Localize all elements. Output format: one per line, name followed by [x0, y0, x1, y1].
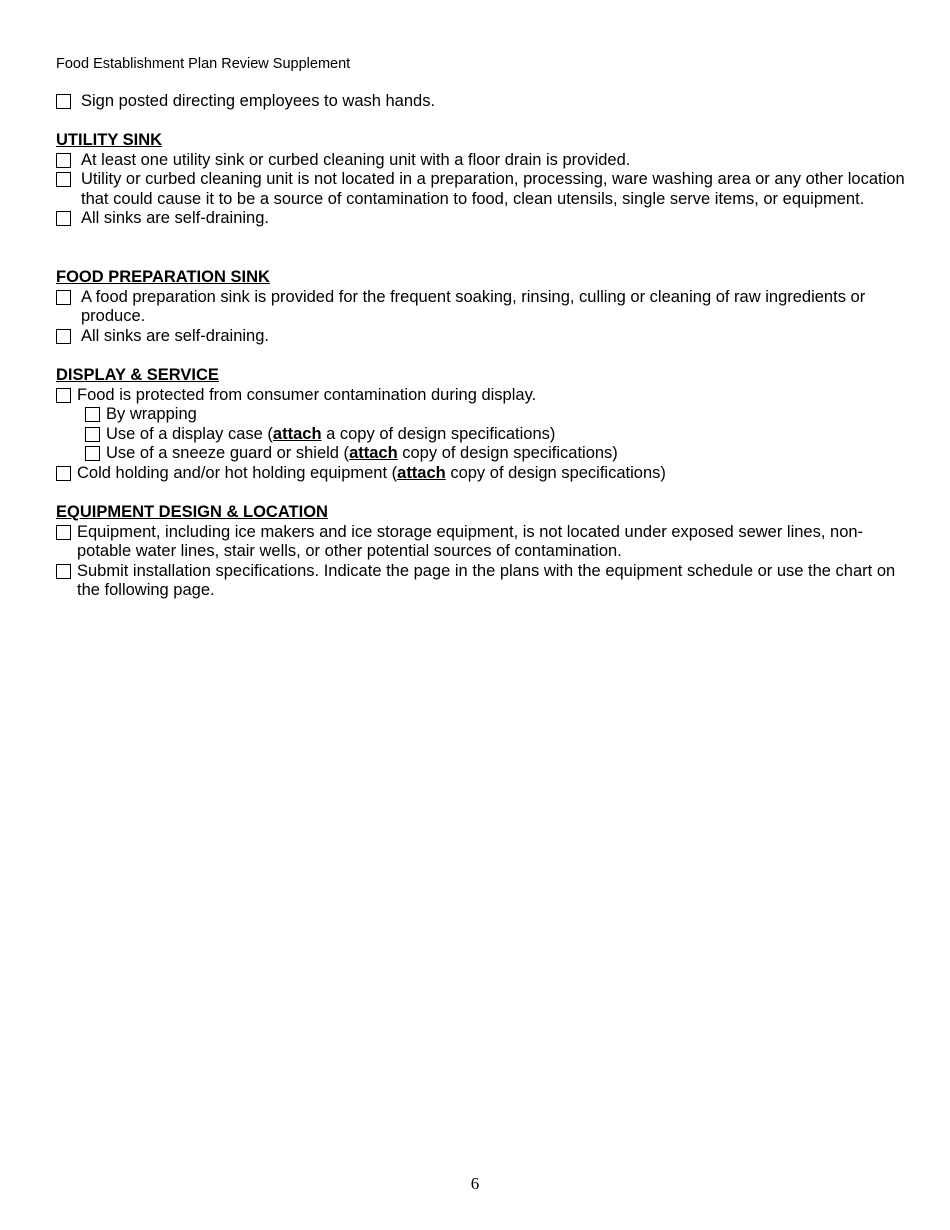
section-heading: DISPLAY & SERVICE [56, 366, 219, 384]
equipment-section [56, 503, 906, 601]
checklist-item [56, 562, 906, 601]
item-text: At least one utility sink or curbed cleaning unit with a floor drain is provided. [81, 150, 631, 169]
item-text [77, 464, 906, 484]
handwash-section [56, 92, 906, 112]
checklist-item [56, 523, 906, 562]
text-prefix: Use of a display case ( [106, 424, 273, 443]
section-heading: FOOD PREPARATION SINK [56, 268, 270, 286]
utility-sink-section [56, 131, 906, 229]
checkbox[interactable] [56, 290, 71, 305]
checkbox[interactable] [56, 94, 71, 109]
item-text: Submit installation specifications. Indicate the page in the plans with the equipment schedule or use the chart on the following page. [77, 561, 896, 600]
text-prefix: Cold holding and/or hot holding equipment ( [77, 463, 398, 482]
section-heading: UTILITY SINK [56, 131, 163, 149]
page-header: Food Establishment Plan Review Supplement [56, 56, 351, 72]
display-service-section [56, 366, 906, 484]
attach-emphasis: attach [272, 424, 322, 443]
checkbox[interactable] [56, 153, 71, 168]
checkbox[interactable] [85, 427, 100, 442]
item-text: Utility or curbed cleaning unit is not located in a preparation, processing, ware washing area or any other location that could cause it to be a source of contamination to food, clean utensils, single serve items, or equipment. [81, 170, 905, 208]
checkbox[interactable] [56, 388, 71, 403]
checklist-subitem-display-case [85, 425, 906, 445]
checklist-item [56, 288, 906, 327]
checklist-item-handwash-sign [56, 92, 906, 112]
checkbox[interactable] [56, 329, 71, 344]
page-number: 6 [470, 1174, 480, 1193]
item-text: Food is protected from consumer contamination during display. [77, 385, 537, 404]
checklist-item-holding-equipment [56, 464, 906, 484]
checklist-item [56, 151, 906, 171]
checklist-item [56, 209, 906, 229]
checklist-item [56, 327, 906, 347]
item-text: Sign posted directing employees to wash hands. [81, 92, 436, 110]
checkbox[interactable] [56, 564, 71, 579]
item-text [106, 444, 906, 464]
item-text: All sinks are self-draining. [81, 209, 269, 228]
checkbox[interactable] [56, 211, 71, 226]
checkbox[interactable] [85, 446, 100, 461]
attach-emphasis: attach [397, 463, 446, 482]
section-heading: EQUIPMENT DESIGN & LOCATION [56, 503, 328, 521]
item-text: All sinks are self-draining. [81, 326, 269, 345]
item-text [106, 425, 906, 445]
text-suffix: copy of design specifications) [397, 444, 618, 463]
checkbox[interactable] [56, 466, 71, 481]
attach-emphasis: attach [349, 444, 398, 463]
item-text: A food preparation sink is provided for the frequent soaking, rinsing, culling or cleaning of raw ingredients or produce. [81, 287, 866, 326]
checklist-item [56, 170, 906, 209]
item-text: Equipment, including ice makers and ice storage equipment, is not located under exposed sewer lines, non-potable water lines, stair wells, or other potential sources of contamination. [77, 522, 864, 561]
text-suffix: a copy of design specifications) [321, 424, 556, 443]
checklist-item-protected [56, 386, 906, 406]
checklist-subitem-wrapping [85, 405, 906, 425]
checkbox[interactable] [56, 525, 71, 540]
checklist-subitem-sneeze-guard [85, 444, 906, 464]
text-suffix: copy of design specifications) [445, 463, 666, 482]
item-text: By wrapping [106, 405, 197, 424]
checkbox[interactable] [56, 172, 71, 187]
food-prep-sink-section [56, 268, 906, 346]
checkbox[interactable] [85, 407, 100, 422]
text-prefix: Use of a sneeze guard or shield ( [106, 444, 350, 463]
